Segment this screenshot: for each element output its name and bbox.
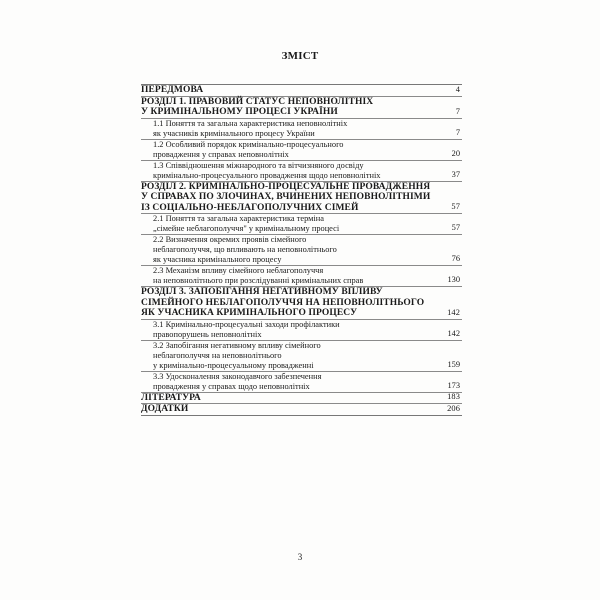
toc-entry-title: РОЗДІЛ 3. ЗАПОБІГАННЯ НЕГАТИВНОМУ ВПЛИВУ СІМЕЙНОГО НЕБЛАГОПОЛУЧЧЯ НА НЕПОВНОЛІТНЬОГО ЯК УЧАСНИКА КРИМІНАЛЬНОГО ПРОЦЕСУ (141, 287, 425, 318)
toc-subsection-row (141, 341, 462, 372)
toc-entry-title: 2.1 Поняття та загальна характеристика терміна „сімейне неблагополуччя" у кримінальному процесі (153, 214, 340, 233)
toc-entry-title: 3.1 Кримінально-процесуальні заходи профілактики правопорушень неповнолітніх (153, 319, 340, 339)
toc-entry-title: 1.3 Співвідношення міжнародного та вітчизняного досвіду кримінально-процесуального провадження щодо неповнолітніх (153, 160, 381, 180)
toc-entry-title: 1.1 Поняття та загальна характеристика неповнолітніх як учасників кримінального процесу України (153, 118, 348, 138)
toc-page-number: 37 (451, 169, 460, 179)
toc-entry-title: ПЕРЕДМОВА (141, 85, 204, 95)
toc-section-row (141, 393, 462, 405)
toc-entry-title: 2.2 Визначення окремих проявів сімейного неблагополуччя, що впливають на неповнолітнього як учасника кримінального процесу (153, 235, 337, 264)
toc-subsection-row (141, 372, 462, 393)
toc-entry-title: ДОДАТКИ (141, 404, 189, 414)
toc-section-row (141, 182, 462, 215)
toc-entry-title: ЛІТЕРАТУРА (141, 392, 201, 403)
toc-page-number: 7 (455, 106, 460, 116)
toc-subsection-row (141, 140, 462, 161)
toc-page-number: 142 (447, 307, 460, 317)
toc-subsection-row (141, 320, 462, 341)
toc-section-row (141, 287, 462, 320)
toc-page-number: 7 (455, 127, 460, 137)
toc-section-row (141, 97, 462, 119)
toc-page-number: 159 (447, 359, 460, 369)
toc-entry-title: РОЗДІЛ 2. КРИМІНАЛЬНО-ПРОЦЕСУАЛЬНЕ ПРОВАДЖЕННЯ У СПРАВАХ ПО ЗЛОЧИНАХ, ВЧИНЕНИХ НЕПОВНОЛІТНІМИ ІЗ СОЦІАЛЬНО-НЕБЛАГОПОЛУЧНИХ СІМЕЙ (141, 181, 431, 213)
toc-subsection-row (141, 119, 462, 140)
toc-subsection-row (141, 266, 462, 287)
toc-subsection-row (141, 235, 462, 266)
toc-page-number: 206 (447, 403, 460, 413)
table-of-contents (141, 84, 462, 416)
page-number: 3 (297, 552, 303, 562)
toc-section-row (141, 85, 462, 97)
toc-page-number: 183 (447, 392, 460, 401)
toc-page-number: 173 (447, 380, 460, 390)
toc-page-number: 142 (447, 328, 460, 338)
toc-subsection-row (141, 161, 462, 182)
toc-subsection-row (141, 214, 462, 235)
toc-page-number: 57 (451, 202, 460, 211)
toc-entry-title: 3.2 Запобігання негативному впливу сімейного неблагополуччя на неповнолітнього у кримінально-процесуальному провадженні (153, 340, 321, 370)
toc-page-number: 76 (451, 254, 460, 263)
toc-page-number: 57 (451, 223, 460, 232)
toc-entry-title: 1.2 Особливий порядок кримінально-процесуального провадження у справах неповнолітніх (153, 139, 344, 159)
toc-page-number: 130 (447, 275, 460, 284)
toc-entry-title: РОЗДІЛ 1. ПРАВОВИЙ СТАТУС НЕПОВНОЛІТНІХ У КРИМІНАЛЬНОМУ ПРОЦЕСІ УКРАЇНИ (141, 96, 374, 117)
toc-page-number: 20 (451, 148, 460, 158)
toc-section-row (141, 404, 462, 415)
toc-entry-title: 3.3 Удосконалення законодавчого забезпечення провадження у справах щодо неповнолітніх (153, 371, 322, 391)
toc-entry-title: 2.3 Механізм впливу сімейного неблагополуччя на неповнолітнього при розслідуванні кримінальних справ (153, 266, 364, 285)
toc-page-number: 4 (455, 84, 460, 94)
page-title: ЗМІСТ (281, 50, 319, 62)
